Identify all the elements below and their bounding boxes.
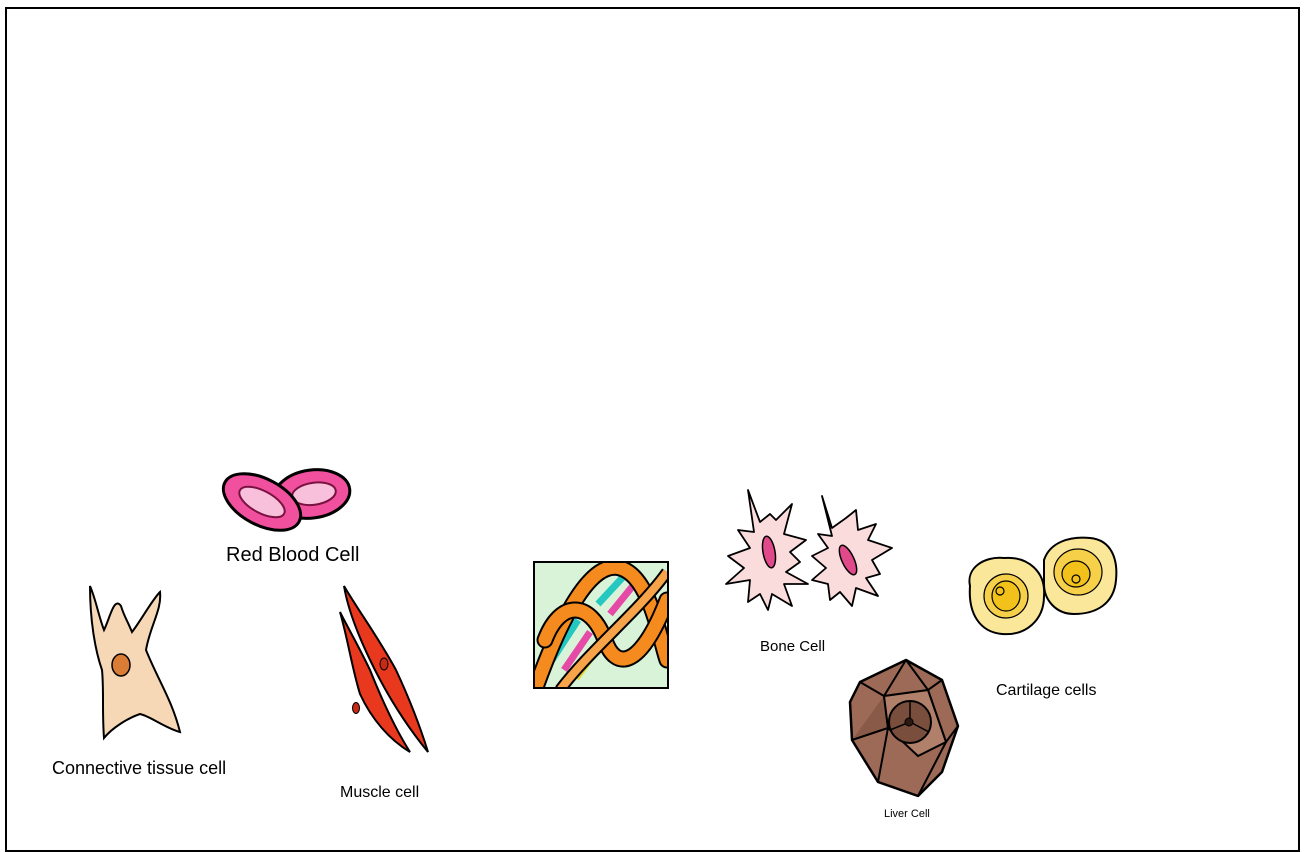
dna-helix-icon — [534, 562, 668, 690]
bone-cell-icon — [726, 490, 892, 610]
cartilage-cells-icon — [969, 538, 1116, 635]
muscle-cell-label: Muscle cell — [340, 784, 420, 801]
liver-cell-icon — [850, 660, 958, 796]
red-blood-cell-label: Red Blood Cell — [226, 544, 360, 566]
connective-tissue-cell-label: Connective tissue cell — [52, 758, 227, 778]
bone-cell-label: Bone Cell — [760, 638, 826, 655]
red-blood-cell-icon — [214, 462, 353, 542]
connective-tissue-cell-icon — [90, 586, 180, 738]
cartilage-cells-label: Cartilage cells — [996, 682, 1097, 699]
liver-cell-label: Liver Cell — [884, 808, 930, 820]
muscle-cell-icon — [340, 586, 428, 752]
